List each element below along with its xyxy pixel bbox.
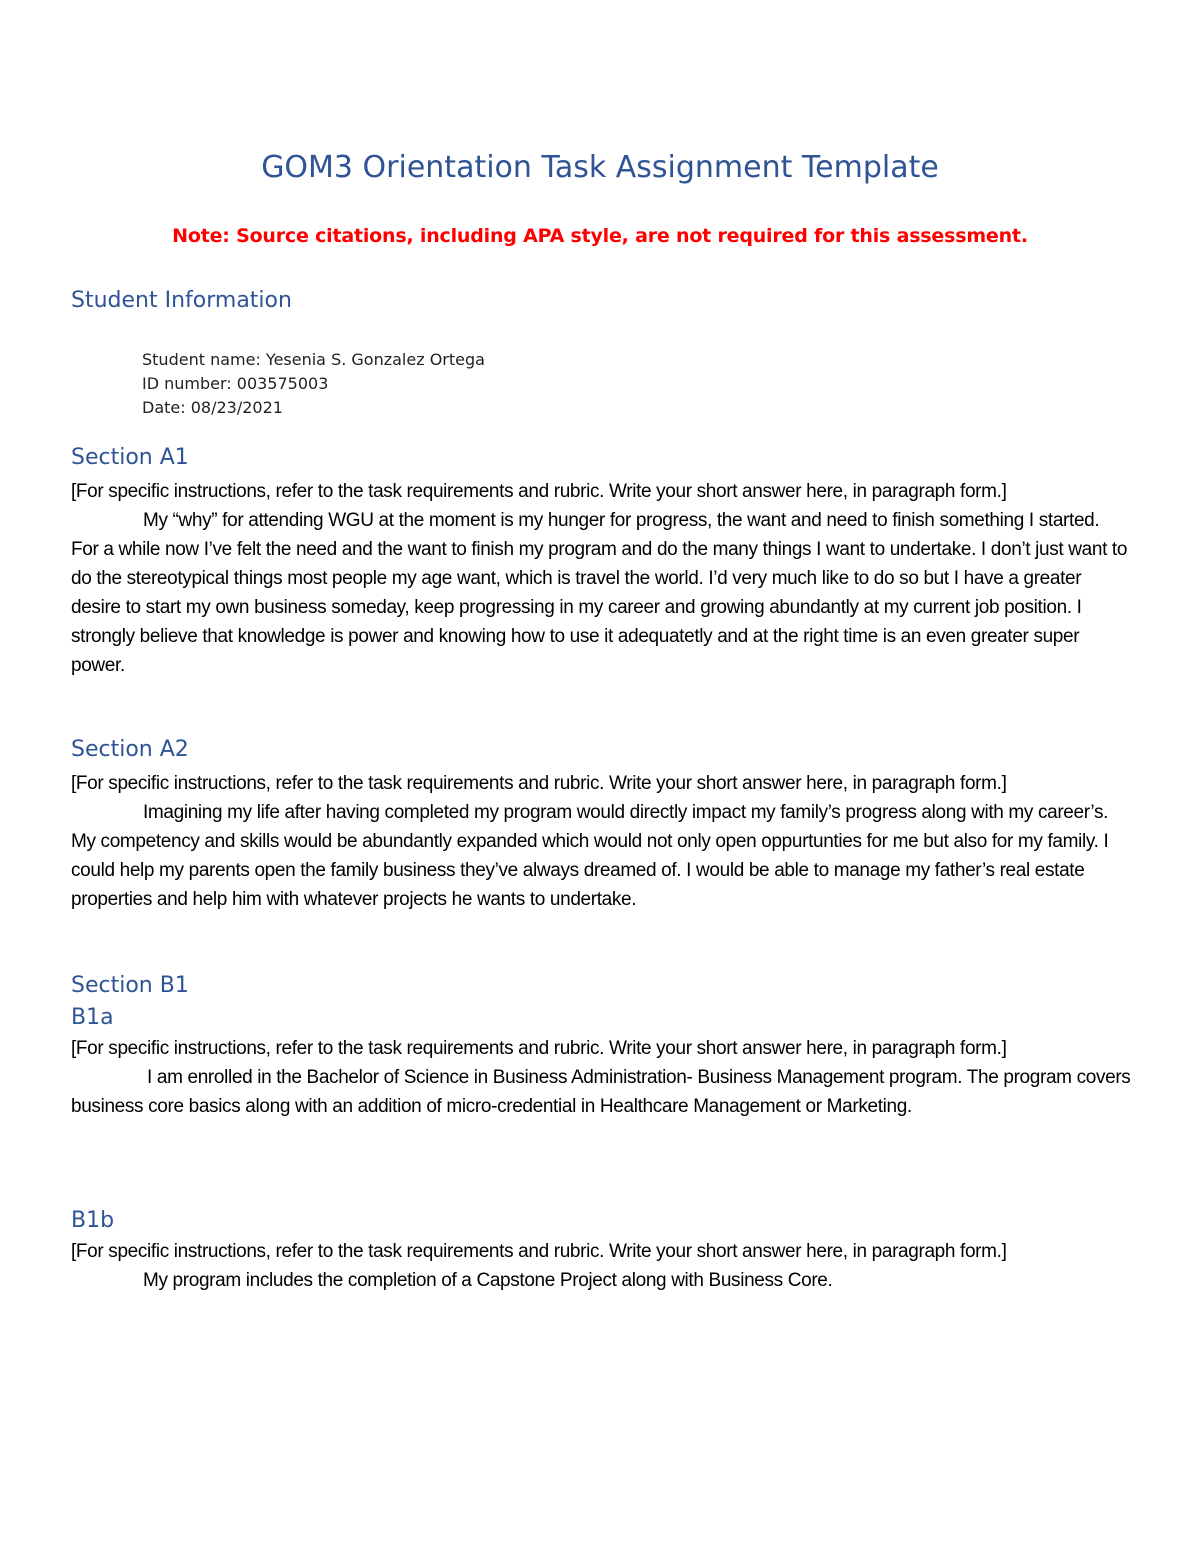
student-information-heading: Student Information: [71, 288, 292, 313]
section-a1-body: [71, 477, 1131, 680]
b1b-heading: B1b: [71, 1208, 115, 1233]
section-a2-body: [71, 769, 1131, 914]
student-information-block: [142, 348, 485, 420]
b1b-instructions: [For specific instructions, refer to the task requirements and rubric. Write your short answer here, in paragraph form.]: [71, 1241, 1007, 1262]
section-a2-heading: Section A2: [71, 737, 189, 762]
assessment-note: Note: Source citations, including APA style, are not required for this assessment.: [172, 225, 1028, 247]
student-id: ID number: 003575003: [142, 374, 329, 393]
document-title: GOM3 Orientation Task Assignment Template: [261, 150, 939, 185]
submission-date: Date: 08/23/2021: [142, 398, 283, 417]
b1a-heading: B1a: [71, 1005, 114, 1030]
section-a1-instructions: [For specific instructions, refer to the task requirements and rubric. Write your short answer here, in paragraph form.]: [71, 481, 1007, 502]
b1a-answer: I am enrolled in the Bachelor of Science in Business Administration- Business Management program. The program covers business core basics along with an addition of micro-credential in Healthcare Management or Marketing.: [71, 1067, 1131, 1117]
student-name: Student name: Yesenia S. Gonzalez Ortega: [142, 350, 485, 369]
section-a2-answer: Imagining my life after having completed my program would directly impact my family’s progress along with my career’s. My competency and skills would be abundantly expanded which would not only open oppurtunties for me but also for my family. I could help my parents open the family business they’ve always dreamed of. I would be able to manage my father’s real estate properties and help him with whatever projects he wants to undertake.: [71, 802, 1109, 910]
b1b-body: [71, 1237, 1131, 1295]
b1a-instructions: [For specific instructions, refer to the task requirements and rubric. Write your short answer here, in paragraph form.]: [71, 1038, 1007, 1059]
section-a1-heading: Section A1: [71, 445, 189, 470]
b1a-body: [71, 1034, 1131, 1121]
b1b-answer: My program includes the completion of a Capstone Project along with Business Core.: [143, 1270, 833, 1291]
section-a1-answer: My “why” for attending WGU at the moment is my hunger for progress, the want and need to finish something I started. For a while now I’ve felt the need and the want to finish my program and do the many things I want to undertake. I don’t just want to do the stereotypical things most people my age want, which is travel the world. I’d very much like to do so but I have a greater desire to start my own business someday, keep progressing in my career and growing abundantly at my current job position. I strongly believe that knowledge is power and knowing how to use it adequatetly and at the right time is an even greater super power.: [71, 510, 1128, 676]
section-a2-instructions: [For specific instructions, refer to the task requirements and rubric. Write your short answer here, in paragraph form.]: [71, 773, 1007, 794]
section-b1-heading: Section B1: [71, 973, 189, 998]
